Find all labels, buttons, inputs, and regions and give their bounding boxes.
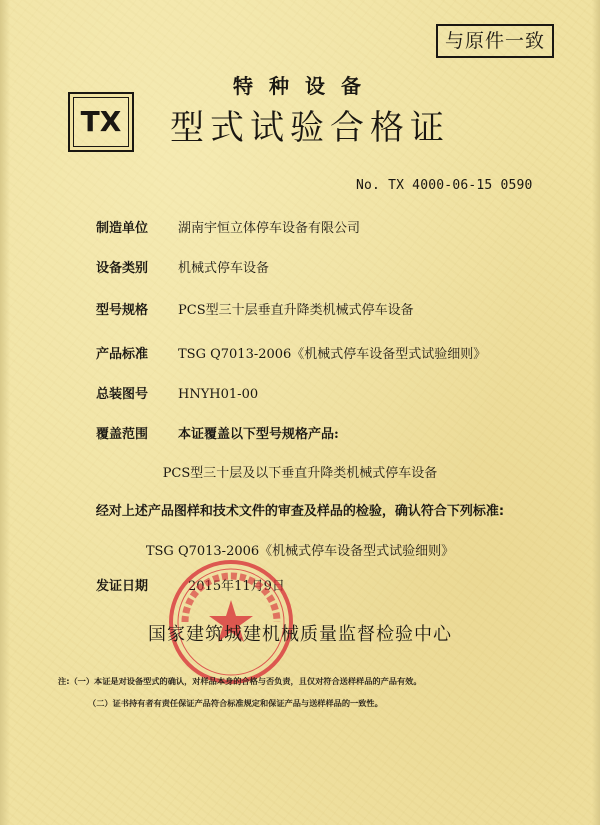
- tx-mark: TX: [68, 92, 134, 152]
- note-1: 注:（一）本证是对设备型式的确认，对样品本身的合格与否负责，且仅对符合送样样品的产品有效。: [58, 676, 422, 686]
- field-row-category: [96, 258, 269, 280]
- field-value: HNYH01-00: [178, 387, 259, 402]
- issuing-organization: 国家建筑城建机械质量监督检验中心: [148, 624, 452, 645]
- issue-date-label: 发证日期: [96, 579, 149, 594]
- note-2: （二）证书持有者有责任保证产品符合标准规定和保证产品与送样样品的一致性。: [88, 698, 383, 708]
- field-value: TSG Q7013-2006《机械式停车设备型式试验细则》: [178, 347, 487, 362]
- issue-date: 2015年11月9日: [188, 579, 285, 594]
- field-label: 设备类别: [96, 261, 149, 276]
- field-row-coverage: [96, 424, 339, 446]
- field-row-model: [96, 300, 414, 322]
- paper-edge-left: [0, 0, 10, 825]
- paper-edge-right: [592, 0, 600, 825]
- coverage-product: PCS型三十层及以下垂直升降类机械式停车设备: [162, 466, 438, 481]
- field-value: PCS型三十层垂直升降类机械式停车设备: [178, 303, 414, 318]
- certificate-number: No. TX 4000-06-15 0590: [356, 178, 533, 193]
- certificate-subtitle: 特种设备: [233, 74, 377, 98]
- field-row-drawing-no: [96, 384, 258, 406]
- field-value: 机械式停车设备: [178, 261, 270, 276]
- certificate-title: 型式试验合格证: [170, 108, 450, 148]
- field-label: 覆盖范围: [96, 427, 149, 442]
- standard-line: TSG Q7013-2006《机械式停车设备型式试验细则》: [145, 544, 455, 559]
- field-label: 总装图号: [96, 387, 149, 402]
- field-label: 产品标准: [96, 347, 149, 362]
- field-row-standard: [96, 344, 486, 366]
- copy-conformity-stamp: 与原件一致: [436, 24, 554, 58]
- field-row-manufacturer: [96, 218, 360, 240]
- field-value: 湖南宇恒立体停车设备有限公司: [178, 221, 361, 236]
- field-value: 本证覆盖以下型号规格产品:: [178, 427, 339, 442]
- field-label: 制造单位: [96, 221, 149, 236]
- field-label: 型号规格: [96, 303, 149, 318]
- conformity-statement: 经对上述产品图样和技术文件的审查及样品的检验，确认符合下列标准:: [95, 504, 505, 519]
